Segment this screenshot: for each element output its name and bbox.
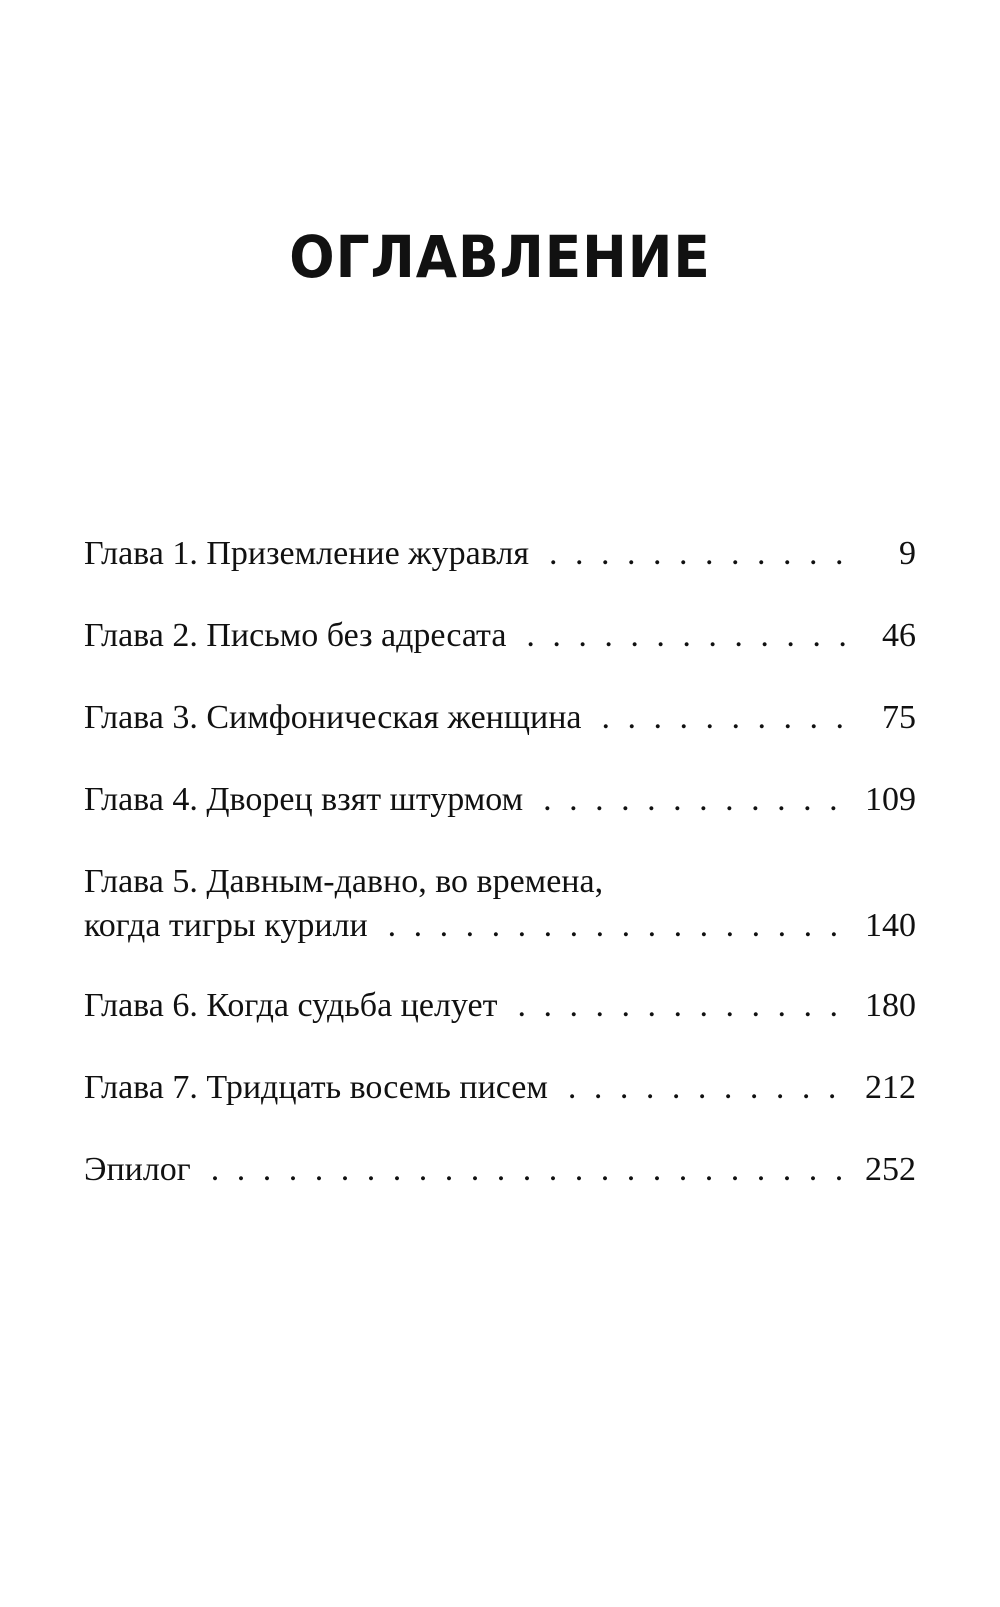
toc-page-number: 9 xyxy=(899,535,916,572)
page-title: ОГЛАВЛЕНИЕ xyxy=(289,223,711,291)
toc-entry-chapter-7 xyxy=(84,1066,916,1110)
toc-page-number: 75 xyxy=(882,699,916,736)
toc-dot-leader xyxy=(497,984,855,1028)
toc-page-number: 180 xyxy=(865,987,916,1024)
toc-dot-leader xyxy=(529,532,862,576)
toc-page-number: 109 xyxy=(865,781,916,818)
toc-entry-title: Эпилог xyxy=(84,1151,191,1188)
toc-dot-leader xyxy=(582,696,862,740)
toc-entry-title: Глава 7. Тридцать восемь писем xyxy=(84,1069,548,1106)
toc-entry-title: Глава 1. Приземление журавля xyxy=(84,535,529,572)
toc-entry-chapter-1 xyxy=(84,532,916,576)
toc-entry-title: Глава 3. Симфоническая женщина xyxy=(84,699,582,736)
toc-entry-chapter-6 xyxy=(84,984,916,1028)
toc-entry-chapter-2 xyxy=(84,614,916,658)
toc-entry-chapter-3 xyxy=(84,696,916,740)
toc-dot-leader xyxy=(191,1148,855,1192)
toc-dot-leader xyxy=(506,614,862,658)
toc-page-number: 252 xyxy=(865,1151,916,1188)
toc-entry-epilogue xyxy=(84,1148,916,1192)
toc-page-number: 212 xyxy=(865,1069,916,1106)
toc-entry-chapter-4 xyxy=(84,778,916,822)
toc-page-number: 46 xyxy=(882,617,916,654)
table-of-contents xyxy=(84,0,916,1607)
toc-entry-title: Глава 6. Когда судьба целует xyxy=(84,987,498,1024)
toc-dot-leader xyxy=(548,1066,855,1110)
toc-entry-title-line-2: когда тигры курили xyxy=(84,907,368,944)
toc-entry-chapter-5 xyxy=(84,860,916,948)
toc-entry-title-line-1: Глава 5. Давным-давно, во времена, xyxy=(84,863,604,900)
toc-entry-title: Глава 2. Письмо без адресата xyxy=(84,617,507,654)
toc-entry-title: Глава 4. Дворец взят штурмом xyxy=(84,781,524,818)
toc-dot-leader xyxy=(368,904,855,948)
toc-page-number: 140 xyxy=(865,907,916,944)
toc-dot-leader xyxy=(523,778,855,822)
